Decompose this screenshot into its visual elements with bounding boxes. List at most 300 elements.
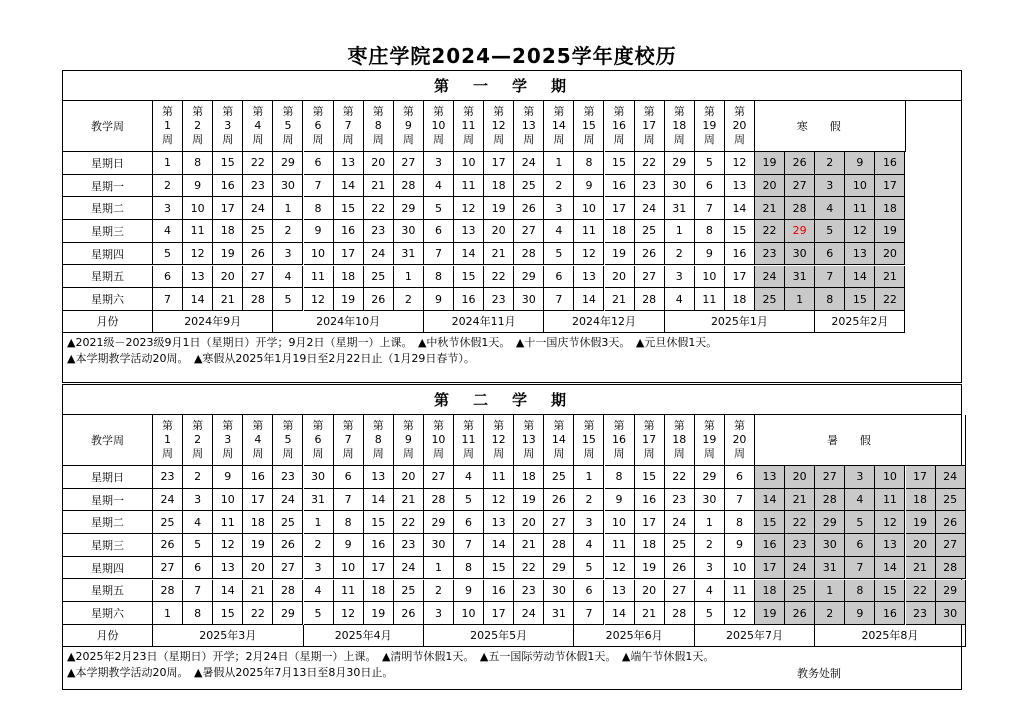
weekday-label: 星期日	[63, 466, 153, 489]
week-number-char: 1	[164, 433, 172, 446]
date-cell: 12	[845, 220, 875, 243]
date-cell: 16	[484, 580, 514, 603]
week-number-char: 8	[374, 433, 382, 446]
week-number-char: 周	[463, 447, 475, 460]
date-cell: 5	[845, 511, 875, 534]
date-cell: 8	[815, 288, 845, 311]
date-cell: 6	[454, 511, 484, 534]
week-number-char: 周	[733, 447, 745, 460]
date-cell: 13	[875, 534, 905, 557]
date-cell: 13	[845, 243, 875, 266]
date-cell: 23	[755, 243, 785, 266]
date-cell: 6	[544, 266, 574, 289]
date-cell: 1	[815, 580, 845, 603]
week-number-char: 10	[431, 119, 446, 132]
date-cell: 7	[334, 489, 364, 512]
date-cell: 7	[304, 175, 334, 198]
date-cell: 1	[785, 288, 815, 311]
week-number-char: 12	[491, 119, 506, 132]
week-number-char: 第	[342, 419, 354, 432]
date-cell: 29	[936, 580, 966, 603]
date-cell: 2	[665, 243, 695, 266]
week-number-char: 第	[643, 105, 655, 118]
date-cell: 25	[394, 580, 424, 603]
week-number-char: 2	[194, 119, 202, 132]
date-cell: 29	[273, 602, 303, 625]
date-cell: 2	[183, 466, 213, 489]
date-cell: 8	[574, 152, 604, 175]
date-cell: 26	[936, 511, 966, 534]
date-cell: 10	[213, 489, 243, 512]
date-cell: 19	[605, 243, 635, 266]
date-cell: 26	[635, 243, 665, 266]
weekday-label: 星期三	[63, 220, 153, 243]
week-number-header	[424, 101, 454, 152]
date-cell: 18	[243, 511, 273, 534]
week-number-header	[514, 415, 544, 466]
week-number-char: 第	[402, 419, 414, 432]
date-cell: 19	[635, 557, 665, 580]
date-cell: 27	[153, 557, 183, 580]
month-row-label: 月份	[63, 311, 153, 333]
month-cell: 2025年6月	[574, 625, 694, 647]
date-cell: 7	[183, 580, 213, 603]
week-number-header	[665, 415, 695, 466]
month-cell: 2024年10月	[273, 311, 424, 333]
date-cell: 7	[574, 602, 604, 625]
date-cell: 14	[334, 175, 364, 198]
week-number-char: 周	[162, 133, 174, 146]
date-cell: 3	[183, 489, 213, 512]
date-cell: 22	[906, 580, 936, 603]
date-cell: 27	[785, 175, 815, 198]
week-header-label: 教学周	[63, 415, 153, 466]
date-cell: 4	[273, 266, 303, 289]
week-number-char: 第	[733, 105, 745, 118]
date-cell: 17	[635, 511, 665, 534]
date-cell: 29	[514, 266, 544, 289]
week-number-char: 周	[402, 133, 414, 146]
week-number-header	[725, 415, 755, 466]
date-cell: 28	[424, 489, 454, 512]
weekday-label: 星期三	[63, 534, 153, 557]
date-cell: 29	[665, 152, 695, 175]
week-number-header	[605, 415, 635, 466]
date-cell: 5	[454, 489, 484, 512]
date-cell: 20	[243, 557, 273, 580]
week-number-char: 12	[491, 433, 506, 446]
date-cell: 13	[213, 557, 243, 580]
date-cell: 21	[484, 243, 514, 266]
date-cell: 5	[695, 152, 725, 175]
date-cell: 13	[454, 220, 484, 243]
date-cell: 5	[424, 197, 454, 220]
date-cell: 25	[544, 466, 574, 489]
date-cell: 11	[454, 175, 484, 198]
date-cell: 7	[725, 489, 755, 512]
date-cell: 14	[454, 243, 484, 266]
date-cell: 1	[665, 220, 695, 243]
week-number-char: 18	[672, 433, 687, 446]
date-cell: 26	[243, 243, 273, 266]
date-cell: 8	[605, 466, 635, 489]
date-cell: 19	[755, 152, 785, 175]
date-cell: 17	[364, 557, 394, 580]
date-cell: 5	[815, 220, 845, 243]
week-number-char: 第	[222, 105, 234, 118]
week-number-char: 周	[493, 133, 505, 146]
week-number-char: 第	[432, 105, 444, 118]
week-number-char: 周	[673, 133, 685, 146]
date-cell: 1	[153, 602, 183, 625]
date-cell: 24	[635, 197, 665, 220]
date-cell: 23	[514, 580, 544, 603]
week-number-char: 周	[312, 133, 324, 146]
semester-note: ▲2021级－2023级9月1日（星期日）开学；9月2日（星期一）上课。 ▲中秋节休假1天。 ▲十一国庆节休假3天。 ▲元旦休假1天。	[67, 335, 718, 349]
week-number-char: 第	[523, 105, 535, 118]
week-number-char: 8	[374, 119, 382, 132]
date-cell: 10	[695, 266, 725, 289]
date-cell: 25	[273, 511, 303, 534]
week-number-header	[183, 101, 213, 152]
week-number-char: 周	[703, 133, 715, 146]
date-cell: 28	[273, 580, 303, 603]
date-cell: 8	[424, 266, 454, 289]
date-cell: 8	[725, 511, 755, 534]
date-cell: 9	[725, 534, 755, 557]
week-number-char: 16	[612, 119, 627, 132]
week-number-char: 第	[553, 105, 565, 118]
week-number-header	[574, 415, 604, 466]
date-cell: 23	[364, 220, 394, 243]
weekday-label: 星期二	[63, 511, 153, 534]
week-number-char: 第	[613, 105, 625, 118]
weekday-label: 星期四	[63, 557, 153, 580]
week-number-header	[183, 415, 213, 466]
date-cell: 21	[635, 602, 665, 625]
week-number-char: 第	[673, 419, 685, 432]
date-cell: 11	[484, 466, 514, 489]
date-cell: 24	[364, 243, 394, 266]
date-cell: 20	[906, 534, 936, 557]
date-cell: 26	[364, 288, 394, 311]
date-cell: 1	[695, 511, 725, 534]
date-cell: 29	[785, 220, 815, 243]
week-number-header	[394, 101, 424, 152]
date-cell: 19	[243, 534, 273, 557]
week-number-char: 6	[314, 433, 322, 446]
date-cell: 18	[635, 534, 665, 557]
date-cell: 22	[875, 288, 905, 311]
date-cell: 7	[845, 557, 875, 580]
date-cell: 16	[635, 489, 665, 512]
date-cell: 30	[394, 220, 424, 243]
date-cell: 14	[213, 580, 243, 603]
date-cell: 12	[213, 534, 243, 557]
date-cell: 3	[273, 243, 303, 266]
date-cell: 19	[334, 288, 364, 311]
week-number-header	[243, 415, 273, 466]
date-cell: 15	[875, 580, 905, 603]
week-number-char: 第	[312, 419, 324, 432]
date-cell: 27	[514, 220, 544, 243]
week-number-char: 第	[463, 419, 475, 432]
date-cell: 29	[424, 511, 454, 534]
date-cell: 20	[635, 580, 665, 603]
date-cell: 2	[304, 534, 334, 557]
week-number-char: 第	[643, 419, 655, 432]
issuer-signature: 教务处制	[797, 666, 841, 680]
week-number-char: 第	[372, 419, 384, 432]
date-cell: 25	[665, 534, 695, 557]
week-number-char: 7	[344, 433, 352, 446]
week-number-char: 第	[252, 105, 264, 118]
date-cell: 4	[845, 489, 875, 512]
date-cell: 10	[454, 602, 484, 625]
date-cell: 26	[153, 534, 183, 557]
date-cell: 5	[574, 557, 604, 580]
date-cell: 21	[243, 580, 273, 603]
week-number-char: 第	[463, 105, 475, 118]
week-number-char: 第	[372, 105, 384, 118]
date-cell: 22	[514, 557, 544, 580]
date-cell: 6	[695, 175, 725, 198]
date-cell: 1	[304, 511, 334, 534]
date-cell: 3	[665, 266, 695, 289]
date-cell: 6	[574, 580, 604, 603]
week-number-char: 周	[643, 133, 655, 146]
date-cell: 13	[725, 175, 755, 198]
date-cell: 11	[334, 580, 364, 603]
date-cell: 27	[394, 152, 424, 175]
date-cell: 24	[936, 466, 966, 489]
date-cell: 19	[906, 511, 936, 534]
date-cell: 1	[424, 557, 454, 580]
week-number-header	[454, 415, 484, 466]
vacation-header: 寒假	[755, 101, 906, 152]
date-cell: 20	[514, 511, 544, 534]
date-cell: 22	[635, 152, 665, 175]
date-cell: 5	[183, 534, 213, 557]
date-cell: 3	[153, 197, 183, 220]
date-cell: 30	[544, 580, 574, 603]
week-number-char: 14	[551, 433, 566, 446]
date-cell: 9	[574, 175, 604, 198]
date-cell: 27	[635, 266, 665, 289]
date-cell: 30	[273, 175, 303, 198]
week-number-char: 4	[254, 119, 262, 132]
week-number-char: 15	[581, 119, 596, 132]
week-number-char: 第	[252, 419, 264, 432]
weekday-label: 星期日	[63, 152, 153, 175]
week-number-char: 第	[493, 105, 505, 118]
date-cell: 16	[755, 534, 785, 557]
date-cell: 5	[273, 288, 303, 311]
week-number-header	[424, 415, 454, 466]
date-cell: 11	[605, 534, 635, 557]
date-cell: 4	[454, 466, 484, 489]
week-number-header	[605, 101, 635, 152]
date-cell: 28	[153, 580, 183, 603]
weekday-label: 星期一	[63, 175, 153, 198]
month-cell: 2025年4月	[304, 625, 424, 647]
week-number-char: 10	[431, 433, 446, 446]
date-cell: 19	[755, 602, 785, 625]
date-cell: 18	[875, 197, 905, 220]
date-cell: 20	[755, 175, 785, 198]
week-number-char: 周	[523, 447, 535, 460]
date-cell: 10	[183, 197, 213, 220]
date-cell: 13	[334, 152, 364, 175]
date-cell: 8	[183, 152, 213, 175]
week-number-header	[635, 415, 665, 466]
week-number-char: 16	[612, 433, 627, 446]
week-number-char: 20	[732, 433, 747, 446]
week-number-char: 第	[733, 419, 745, 432]
date-cell: 13	[605, 580, 635, 603]
date-cell: 30	[785, 243, 815, 266]
date-cell: 19	[875, 220, 905, 243]
week-number-char: 第	[432, 419, 444, 432]
date-cell: 6	[725, 466, 755, 489]
date-cell: 21	[755, 197, 785, 220]
date-cell: 9	[605, 489, 635, 512]
week-number-char: 周	[432, 133, 444, 146]
date-cell: 22	[364, 197, 394, 220]
date-cell: 23	[153, 466, 183, 489]
week-number-char: 周	[342, 133, 354, 146]
date-cell: 22	[243, 152, 273, 175]
date-cell: 18	[906, 489, 936, 512]
date-cell: 11	[695, 288, 725, 311]
week-number-char: 第	[192, 105, 204, 118]
month-cell: 2024年11月	[424, 311, 544, 333]
date-cell: 20	[213, 266, 243, 289]
weekday-label: 星期六	[63, 602, 153, 625]
date-cell: 10	[454, 152, 484, 175]
date-cell: 1	[574, 466, 604, 489]
date-cell: 9	[183, 175, 213, 198]
date-cell: 17	[213, 197, 243, 220]
week-number-char: 第	[583, 105, 595, 118]
date-cell: 22	[665, 466, 695, 489]
date-cell: 6	[424, 220, 454, 243]
month-cell: 2025年3月	[153, 625, 304, 647]
date-cell: 4	[574, 534, 604, 557]
date-cell: 23	[273, 466, 303, 489]
date-cell: 24	[514, 152, 544, 175]
date-cell: 16	[725, 243, 755, 266]
week-number-header	[243, 101, 273, 152]
week-number-header	[725, 101, 755, 152]
date-cell: 18	[484, 175, 514, 198]
date-cell: 17	[605, 197, 635, 220]
month-cell: 2025年8月	[815, 625, 966, 647]
week-number-char: 19	[702, 119, 717, 132]
date-cell: 28	[665, 602, 695, 625]
week-number-char: 第	[613, 419, 625, 432]
date-cell: 11	[213, 511, 243, 534]
date-cell: 10	[304, 243, 334, 266]
week-number-char: 周	[583, 447, 595, 460]
week-number-header	[514, 101, 544, 152]
date-cell: 17	[484, 152, 514, 175]
date-cell: 11	[304, 266, 334, 289]
date-cell: 24	[243, 197, 273, 220]
date-cell: 9	[424, 288, 454, 311]
date-cell: 9	[454, 580, 484, 603]
weekday-label: 星期六	[63, 288, 153, 311]
date-cell: 17	[484, 602, 514, 625]
date-cell: 12	[183, 243, 213, 266]
date-cell: 12	[875, 511, 905, 534]
date-cell: 10	[725, 557, 755, 580]
date-cell: 4	[695, 580, 725, 603]
date-cell: 9	[845, 152, 875, 175]
date-cell: 14	[364, 489, 394, 512]
week-number-char: 3	[224, 433, 232, 446]
date-cell: 6	[304, 152, 334, 175]
date-cell: 14	[725, 197, 755, 220]
date-cell: 27	[665, 580, 695, 603]
week-number-char: 周	[282, 447, 294, 460]
semester-2-table	[62, 384, 962, 690]
weekday-label: 星期四	[63, 243, 153, 266]
month-cell: 2024年9月	[153, 311, 273, 333]
date-cell: 26	[785, 152, 815, 175]
date-cell: 18	[605, 220, 635, 243]
page-title: 枣庄学院2024—2025学年度校历	[347, 44, 677, 68]
date-cell: 3	[574, 511, 604, 534]
date-cell: 22	[394, 511, 424, 534]
date-cell: 28	[785, 197, 815, 220]
week-header-label: 教学周	[63, 101, 153, 152]
date-cell: 7	[544, 288, 574, 311]
date-cell: 29	[695, 466, 725, 489]
date-cell: 19	[213, 243, 243, 266]
date-cell: 29	[544, 557, 574, 580]
date-cell: 15	[364, 511, 394, 534]
date-cell: 15	[213, 602, 243, 625]
date-cell: 16	[213, 175, 243, 198]
date-cell: 21	[364, 175, 394, 198]
date-cell: 23	[665, 489, 695, 512]
week-number-char: 2	[194, 433, 202, 446]
date-cell: 30	[514, 288, 544, 311]
date-cell: 16	[243, 466, 273, 489]
week-number-header	[213, 415, 243, 466]
date-cell: 23	[394, 534, 424, 557]
date-cell: 18	[514, 466, 544, 489]
week-number-header	[364, 101, 394, 152]
month-cell: 2025年5月	[424, 625, 575, 647]
date-cell: 16	[334, 220, 364, 243]
date-cell: 23	[785, 534, 815, 557]
date-cell: 26	[544, 489, 574, 512]
date-cell: 15	[725, 220, 755, 243]
date-cell: 3	[544, 197, 574, 220]
date-cell: 28	[243, 288, 273, 311]
date-cell: 10	[334, 557, 364, 580]
week-number-char: 第	[553, 419, 565, 432]
week-number-header	[273, 101, 303, 152]
date-cell: 12	[605, 557, 635, 580]
date-cell: 30	[424, 534, 454, 557]
date-cell: 16	[875, 602, 905, 625]
week-number-char: 第	[703, 105, 715, 118]
date-cell: 4	[153, 220, 183, 243]
date-cell: 27	[544, 511, 574, 534]
